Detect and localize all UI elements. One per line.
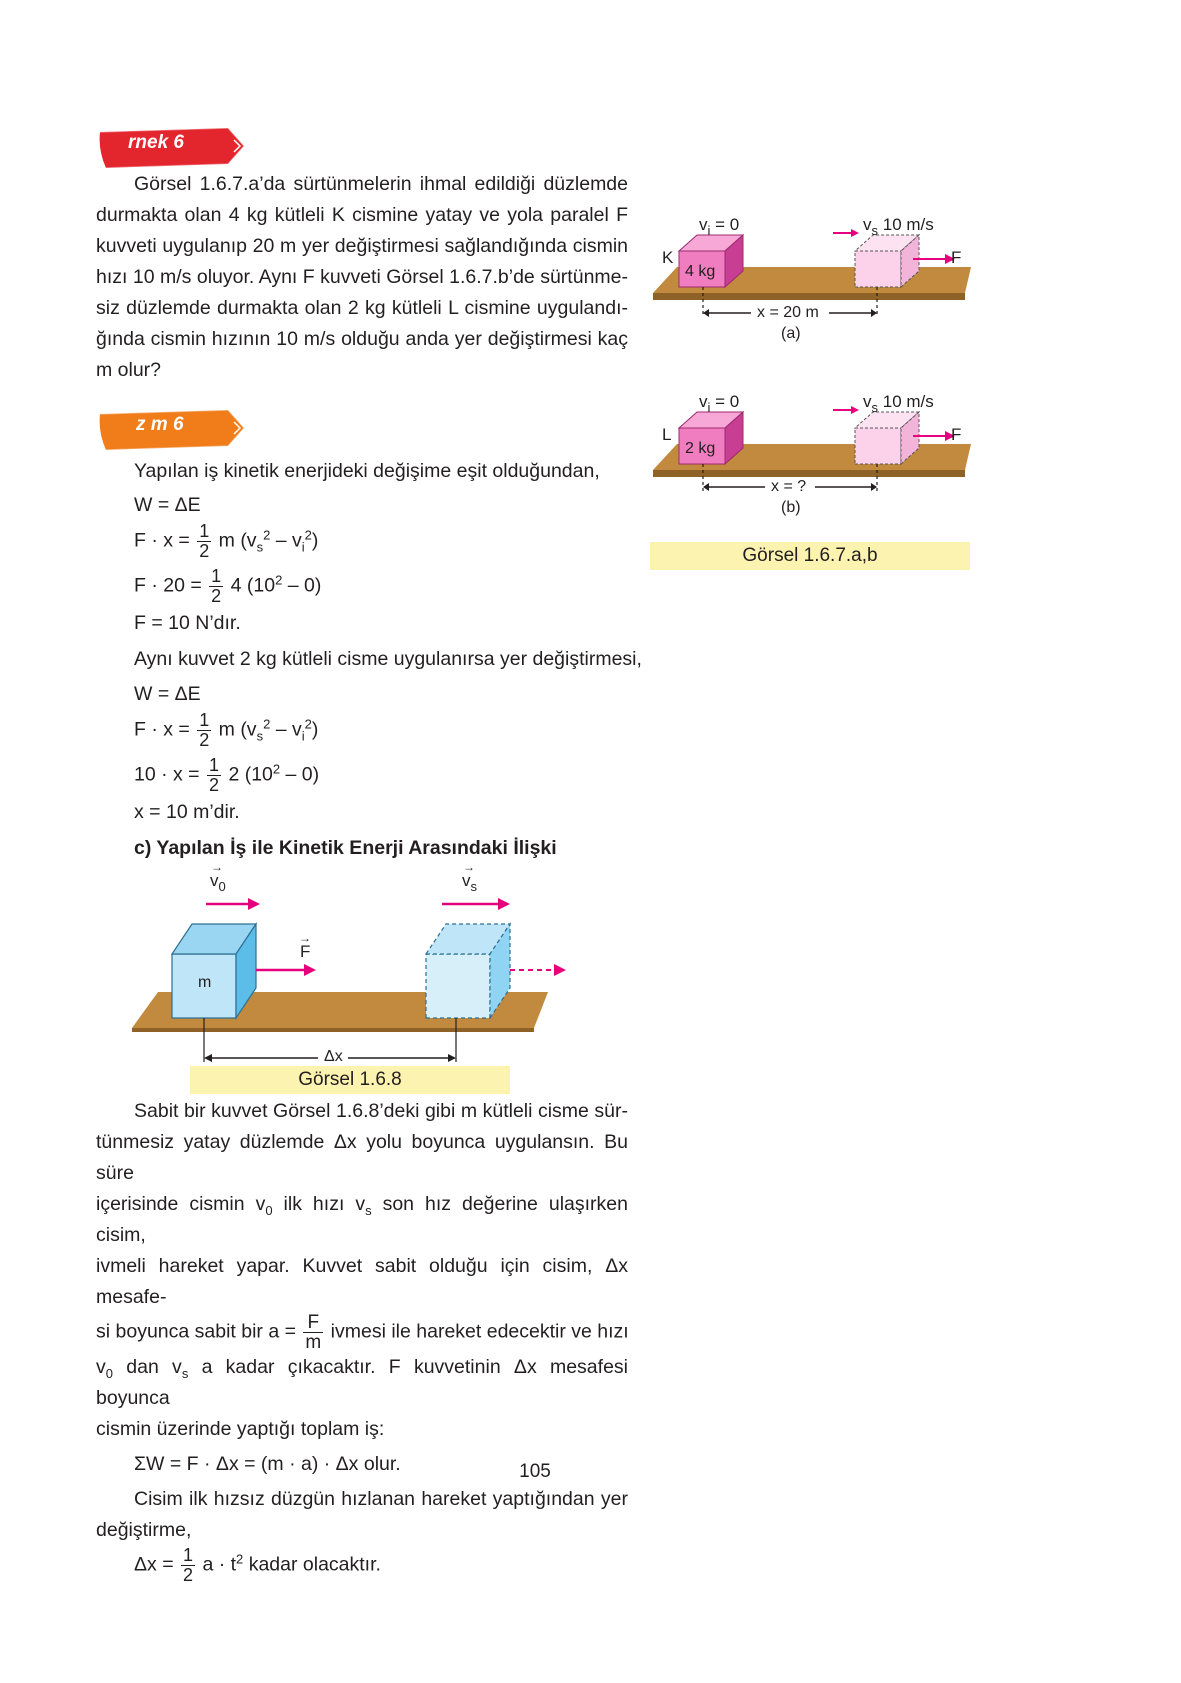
figure-a-distance: x = 20 m xyxy=(757,304,819,321)
ramp-edge xyxy=(132,1028,534,1032)
fraction: $\frac{1}{2}$ xyxy=(199,521,210,561)
figure-168-force: → F xyxy=(299,931,311,961)
figure-ab-caption: Görsel 1.6.7.a,b xyxy=(650,542,970,570)
figure-b xyxy=(645,382,980,532)
figure-168-mass: m xyxy=(198,974,212,991)
section-heading: c) Yapılan İş ile Kinetik Enerji Arasındaki İlişki xyxy=(134,837,557,859)
body-line: Cisim ilk hızsız düzgün hızlanan hareket yaptığından yer xyxy=(134,1488,628,1510)
equation-1: W = ΔE xyxy=(134,494,201,516)
body-line: Sabit bir kuvvet Görsel 1.6.8’deki gibi m kütleli cisme sür- xyxy=(134,1100,628,1122)
equation-5: W = ΔE xyxy=(134,683,201,705)
fraction: $\frac{1}{2}$ xyxy=(209,755,220,795)
equation-2: F · x = $\frac{1}{2}$ m $(v_s^2 - v_i^2)$ xyxy=(134,521,319,561)
figure-168-v0: → $v_0$ xyxy=(210,860,226,894)
question-line: Görsel 1.6.7.a’da sürtünmelerin ihmal edildiği düzlemde xyxy=(134,173,628,195)
figure-a-vi: $v_i = 0$ xyxy=(699,215,740,238)
body-line: değiştirme, xyxy=(96,1519,192,1541)
body-line: içerisinde cismin $v_0$ ilk hızı $v_s$ son hız değerine ulaşırken cisim, xyxy=(96,1193,628,1246)
equation-4: F = 10 N’dır. xyxy=(134,612,241,634)
question-line: hızı 10 m/s oluyor. Aynı F kuvveti Görsel 1.6.7.b’de sürtünme- xyxy=(96,266,628,288)
ramp-edge xyxy=(653,470,965,477)
solution-intro: Yapılan iş kinetik enerjideki değişime eşit olduğundan, xyxy=(134,460,600,482)
fraction: $\frac{1}{2}$ xyxy=(199,710,210,750)
page-number: 105 xyxy=(519,1461,551,1482)
fraction: $\frac{F}{m}$ xyxy=(305,1312,322,1353)
figure-a-mass: 4 kg xyxy=(685,263,716,280)
sum-equation: ΣW = F · Δx = (m · a) · Δx olur. xyxy=(134,1453,401,1475)
question-line: durmakta olan 4 kg kütleli K cismine yatay ve yola paralel F xyxy=(96,204,628,226)
solution-mid: Aynı kuvvet 2 kg kütleli cisme uygulanırsa yer değiştirmesi, xyxy=(134,648,642,670)
final-equation: Δx = $\frac{1}{2}$ $a \cdot t^2$ kadar olacaktır. xyxy=(134,1545,381,1585)
body-line: ivmeli hareket yapar. Kuvvet sabit olduğu için cisim, Δx mesafe- xyxy=(96,1255,628,1308)
question-line: kuvveti uygulanıp 20 m yer değiştirmesi sağlandığında cismin xyxy=(96,235,628,257)
figure-a-force-label: F xyxy=(951,248,962,267)
figure-b-body-label: L xyxy=(662,425,672,444)
figure-b-tag: (b) xyxy=(781,499,801,516)
figure-b-distance: x = ? xyxy=(771,478,807,495)
solution xyxy=(134,456,654,861)
figure-a xyxy=(645,205,980,355)
equation-3: F · 20 = $\frac{1}{2}$ 4 $(10^2 - 0)$ xyxy=(134,566,322,606)
figure-b-vs: $v_s$ 10 m/s xyxy=(863,392,934,415)
body-line: si boyunca sabit bir a = $\frac{F}{m}$ ivmesi ile hareket edecektir ve hızı xyxy=(96,1312,629,1353)
example-tag xyxy=(96,126,246,170)
question-line: m olur? xyxy=(96,359,162,381)
figure-168-drawing xyxy=(130,860,580,1068)
figure-a-body-label: K xyxy=(662,248,674,267)
fraction: $\frac{1}{2}$ xyxy=(183,1545,194,1585)
figure-168-caption: Görsel 1.6.8 xyxy=(190,1066,510,1094)
figure-b-force-label: F xyxy=(951,425,962,444)
equation-7: 10 · x = $\frac{1}{2}$ 2 $(10^2 - 0)$ xyxy=(134,755,320,795)
body-line: tünmesiz yatay düzlemde Δx yolu boyunca uygulansın. Bu süre xyxy=(96,1131,628,1184)
figure-b-mass: 2 kg xyxy=(685,440,716,457)
equation-8: x = 10 m’dir. xyxy=(134,801,240,823)
figure-b-vi: $v_i = 0$ xyxy=(699,392,740,415)
body-line: cismin üzerinde yaptığı toplam iş: xyxy=(96,1418,385,1440)
question-line: siz düzlemde durmakta olan 2 kg kütleli L cismine uygulandı- xyxy=(96,297,628,319)
figure-168-distance: Δx xyxy=(324,1048,343,1065)
figure-168-vs: → $v_s$ xyxy=(462,860,477,894)
question-text xyxy=(96,169,628,386)
solution-tag-label: z m 6 xyxy=(136,414,184,435)
body-text xyxy=(96,1096,628,1585)
figure-168 xyxy=(130,860,580,1068)
fraction: $\frac{1}{2}$ xyxy=(211,566,222,606)
ramp-edge xyxy=(653,293,965,300)
figure-a-tag: (a) xyxy=(781,325,801,342)
figure-a-vs: $v_s$ 10 m/s xyxy=(863,215,934,238)
equation-6: F · x = $\frac{1}{2}$ m $(v_s^2 - v_i^2)$ xyxy=(134,710,319,750)
question-line: ğında cismin hızının 10 m/s olduğu anda yer değiştirmesi kaç xyxy=(96,328,628,350)
body-line: $v_0$ dan $v_s$ a kadar çıkacaktır. F kuvvetinin Δx mesafesi boyunca xyxy=(96,1356,628,1409)
solution-tag xyxy=(96,408,246,452)
example-tag-label: rnek 6 xyxy=(128,132,184,153)
